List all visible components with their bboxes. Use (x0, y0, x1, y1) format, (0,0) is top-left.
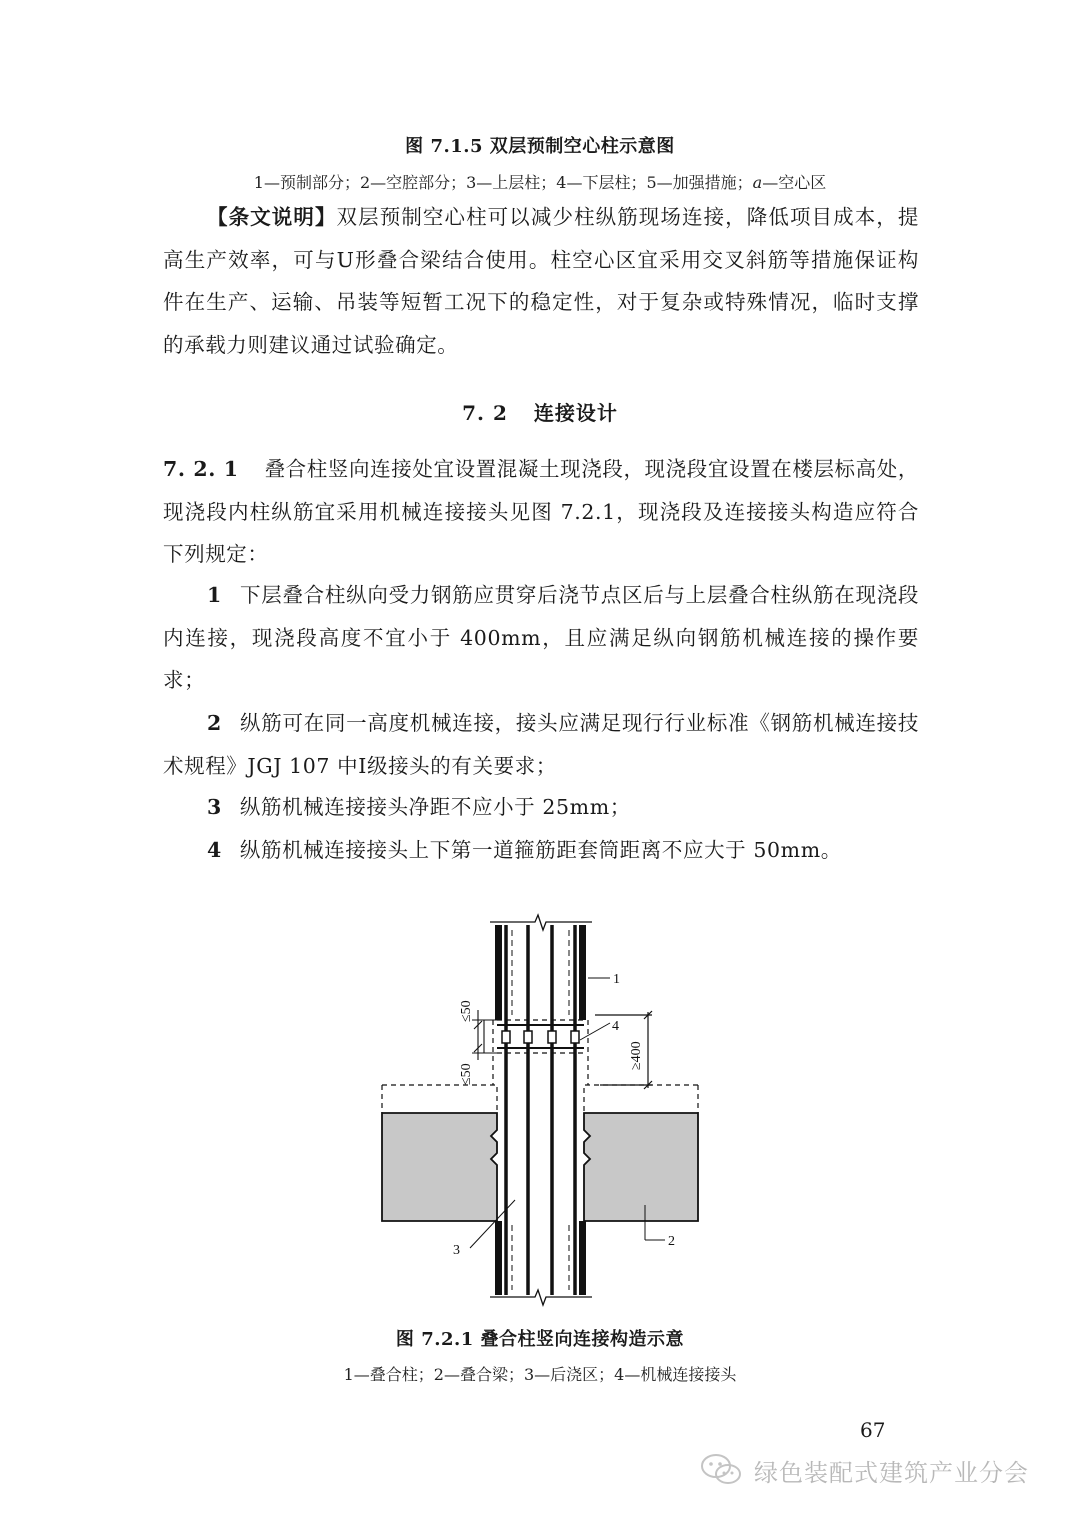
inner-dashed-lines (512, 930, 569, 1290)
item-text: 下层叠合柱纵向受力钢筋应贯穿后浇节点区后与上层叠合柱纵筋在现浇段内连接，现浇段高度不宜小于 400mm，且应满足纵向钢筋机械连接的操作要求； (163, 583, 919, 692)
clause-number: 7. 2. 1 (163, 457, 239, 481)
item-number: 3 (207, 795, 222, 819)
dim-bottom-50: ≤50 (459, 1063, 474, 1085)
column-shell (495, 925, 586, 1295)
legend-text-a: 1—预制部分；2—空腔部分；3—上层柱；4—下层柱；5—加强措施； (253, 173, 753, 192)
legend-text-b: —空心区 (762, 173, 827, 192)
explanation-text: 双层预制空心柱可以减少柱纵筋现场连接，降低项目成本，提高生产效率，可与U形叠合梁结合使用。柱空心区宜采用交叉斜筋等措施保证构件在生产、运输、吊装等短暂工况下的稳定性，对于复杂或特殊情况，临时支撑的承载力则建议通过试验确定。 (163, 205, 919, 357)
watermark-text: 绿色装配式建筑产业分会 (754, 1458, 1029, 1487)
watermark (700, 1452, 1029, 1488)
legend-italic-a: a (752, 173, 763, 192)
section-heading: 连接设计 (533, 401, 618, 425)
figure-7-1-5-legend (0, 170, 1080, 193)
label-1: 1 (613, 972, 620, 987)
label-4: 4 (612, 1019, 619, 1034)
longitudinal-rebars (506, 925, 575, 1295)
list-item (163, 829, 919, 872)
list-item (163, 786, 919, 829)
clause-7-2-1 (163, 448, 919, 576)
dim-400: ≥400 (629, 1041, 644, 1070)
list-item (163, 574, 919, 702)
item-number: 1 (207, 583, 222, 607)
page-number: 67 (860, 1418, 886, 1442)
beam-left (382, 1113, 497, 1221)
column-connection-drawing (370, 910, 710, 1310)
label-2: 2 (668, 1234, 675, 1249)
mechanical-couplers (502, 1031, 579, 1043)
item-text: 纵筋可在同一高度机械连接，接头应满足现行行业标准《钢筋机械连接技术规程》JGJ 107 中Ⅰ级接头的有关要求； (163, 711, 919, 778)
section-number: 7. 2 (462, 401, 508, 425)
label-3: 3 (453, 1243, 460, 1258)
item-text: 纵筋机械连接接头上下第一道箍筋距套筒距离不应大于 50mm。 (239, 838, 842, 862)
column-outline (497, 925, 584, 1295)
dim-top-50: ≤50 (459, 1000, 474, 1022)
figure-7-2-1-legend: 1—叠合柱；2—叠合梁；3—后浇区；4—机械连接接头 (343, 1365, 737, 1384)
section-title (0, 397, 1080, 426)
wechat-icon (700, 1452, 742, 1488)
beam-right (584, 1113, 698, 1221)
item-number: 2 (207, 711, 222, 735)
explanation-label: 【条文说明】 (207, 205, 337, 229)
dimension-50 (472, 1010, 497, 1060)
clause-text: 叠合柱竖向连接处宜设置混凝土现浇段，现浇段宜设置在楼层标高处，现浇段内柱纵筋宜采用机械连接接头见图 7.2.1，现浇段及连接接头构造应符合下列规定： (163, 457, 919, 566)
figure-7-2-1-caption: 图 7.2.1 叠合柱竖向连接构造示意 (395, 1329, 685, 1350)
item-number: 4 (207, 838, 222, 862)
item-text: 纵筋机械连接接头净距不应小于 25mm； (239, 795, 631, 819)
figure-7-1-5-caption: 图 7.1.5 双层预制空心柱示意图 (405, 136, 675, 157)
explanation-paragraph (163, 196, 919, 366)
dashed-slab-outline (382, 1020, 698, 1113)
list-item (163, 702, 919, 787)
